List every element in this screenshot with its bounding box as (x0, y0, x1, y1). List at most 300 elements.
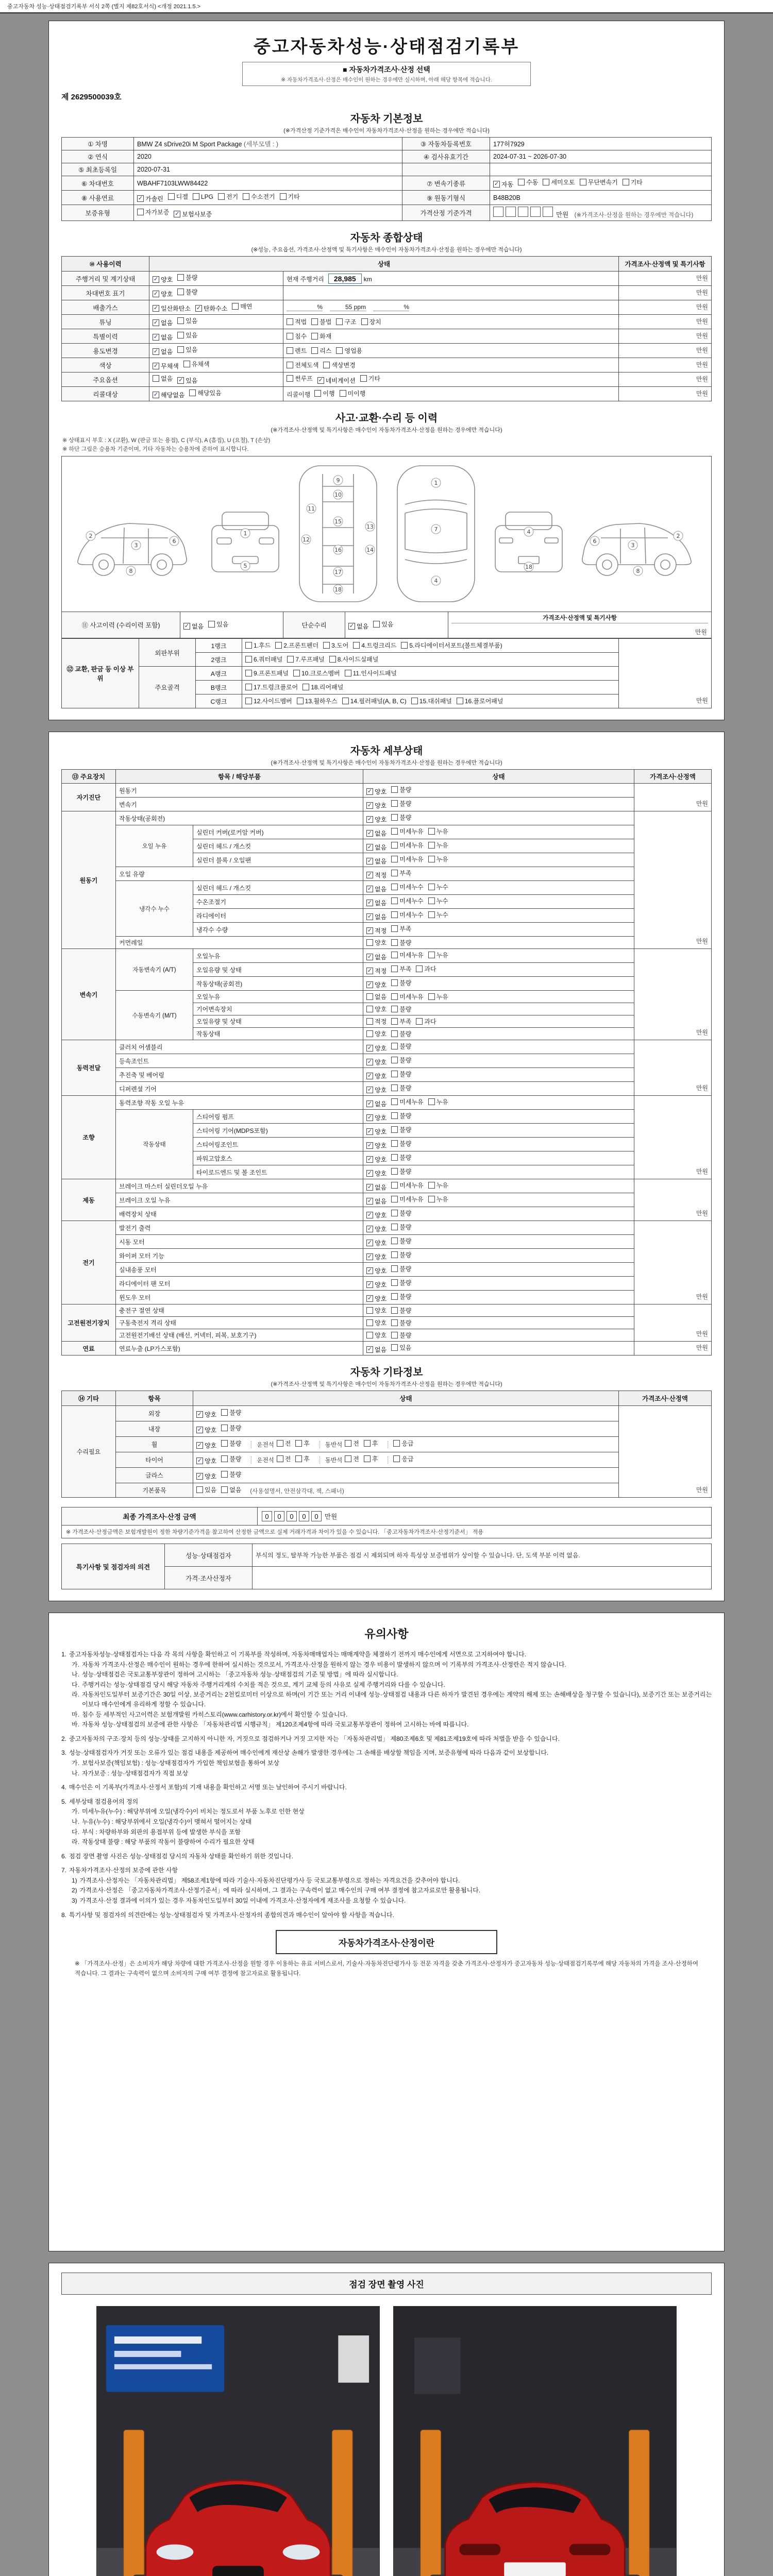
checkbox-checked[interactable] (493, 180, 513, 189)
checkbox-checked[interactable] (366, 787, 386, 796)
checkbox-unchecked[interactable] (275, 641, 318, 650)
checkbox-checked[interactable] (366, 1169, 386, 1178)
checkbox-box (364, 1455, 371, 1462)
price-digit (506, 207, 516, 217)
vin-label: ⑥ 차대번호 (62, 176, 134, 191)
checkbox-checked[interactable] (153, 362, 179, 370)
checkbox-unchecked[interactable] (311, 346, 331, 355)
checkbox-unchecked[interactable] (391, 1306, 411, 1315)
checkbox-checked[interactable] (366, 885, 386, 893)
checkbox-checked[interactable] (366, 1252, 386, 1261)
checkbox-unchecked[interactable] (287, 332, 307, 341)
checkbox-label: 후 (304, 1455, 310, 1463)
checkbox-unchecked[interactable] (411, 697, 452, 705)
checkbox-unchecked[interactable] (391, 1153, 411, 1162)
checkbox-checked[interactable] (153, 391, 184, 399)
checkbox-label: 16.플로어패널 (464, 698, 503, 705)
checkbox-checked[interactable] (366, 1099, 386, 1108)
detail-state-options (363, 1304, 634, 1317)
checkbox-unchecked[interactable] (280, 192, 300, 201)
checkbox-box (391, 925, 398, 932)
checkbox-box (189, 389, 196, 396)
detail-row (62, 1249, 712, 1263)
checkbox-unchecked[interactable] (428, 910, 448, 919)
other-state-options (193, 1421, 619, 1437)
checkbox-checked[interactable] (366, 857, 386, 866)
checkbox-checked[interactable] (366, 815, 386, 824)
panel-number (333, 517, 343, 526)
checkbox-unchecked[interactable] (287, 374, 313, 383)
checkbox-unchecked[interactable] (221, 1439, 241, 1448)
checkbox-label: 수소전기 (251, 193, 275, 200)
panel-number (333, 490, 343, 499)
checkbox-unchecked[interactable] (391, 883, 423, 891)
checkbox-unchecked[interactable] (303, 683, 343, 691)
checkbox-checked[interactable] (153, 347, 173, 356)
checkbox-unchecked[interactable] (391, 841, 423, 850)
checkbox-unchecked[interactable] (336, 346, 362, 355)
checkbox-unchecked[interactable] (391, 1331, 411, 1340)
checkbox-unchecked[interactable] (391, 1343, 411, 1352)
checkbox-label: 후 (304, 1440, 310, 1447)
checkbox-unchecked[interactable] (243, 192, 275, 201)
checkbox-unchecked[interactable] (518, 178, 538, 187)
checkbox-unchecked[interactable] (391, 896, 423, 905)
page-detail (48, 732, 725, 1601)
checkbox-box (391, 1006, 398, 1012)
checkbox-unchecked[interactable] (543, 178, 575, 187)
engine-label: ⑨ 원동기형식 (402, 191, 490, 205)
checkbox-unchecked[interactable] (183, 360, 210, 368)
checkbox-unchecked[interactable] (623, 178, 643, 187)
checkbox-unchecked[interactable] (366, 992, 386, 1001)
notice-sub-text: 누유(누수) : 해당부위에서 오일(냉각수)이 맺혀서 떨어지는 상태 (81, 1818, 252, 1825)
checkbox-unchecked[interactable] (391, 1042, 411, 1050)
checkbox-label: 장치 (369, 318, 381, 326)
detail-item-label: 라디에이터 팬 모터 (116, 1277, 363, 1291)
checkbox-unchecked[interactable] (245, 697, 292, 705)
detail-item-label: 와이퍼 모터 기능 (116, 1249, 363, 1263)
checkbox-unchecked[interactable] (391, 1097, 423, 1106)
checkbox-unchecked[interactable] (391, 964, 411, 973)
checkbox-unchecked[interactable] (393, 1454, 413, 1463)
detail-price-cell: 만원 (634, 1342, 712, 1355)
notice-text: 특기사항 및 점검자의 의견란에는 성능·상태점검자 및 가격조사·산정자의 종합의견과 매수인이 알아야 할 사항을 적습니다. (69, 1911, 394, 1919)
checkbox-unchecked[interactable] (287, 317, 307, 326)
notice-item (61, 1852, 712, 1861)
checkbox-unchecked[interactable] (391, 1209, 411, 1217)
checkbox-checked[interactable] (196, 1441, 216, 1450)
checkbox-unchecked[interactable] (168, 192, 188, 201)
detail-item-label: 기어변속장치 (193, 1003, 363, 1015)
checkbox-unchecked[interactable] (232, 302, 252, 311)
panel-number (431, 478, 441, 487)
notice-sub-text: 자동차 성능·상태점검의 보증에 관한 사항은 「자동차관리법 시행규칙」 제120조제4항에 따라 국토교통부장관이 정하여 고시하는 바에 따릅니다. (81, 1721, 469, 1728)
checkbox-unchecked[interactable] (428, 896, 448, 905)
checkbox-unchecked[interactable] (391, 799, 411, 808)
checkbox-unchecked[interactable] (428, 827, 448, 836)
detail-state-options (363, 1028, 634, 1040)
checkbox-unchecked[interactable] (373, 620, 393, 629)
checkbox-unchecked[interactable] (245, 641, 271, 650)
checkbox-unchecked[interactable] (196, 1485, 216, 1494)
checkbox-unchecked[interactable] (189, 388, 221, 397)
checkbox-unchecked[interactable] (287, 655, 324, 664)
checkbox-unchecked[interactable] (391, 1111, 411, 1120)
detail-row (62, 1179, 712, 1193)
checkbox-label: 미세누수 (399, 897, 424, 905)
checkbox-unchecked[interactable] (391, 869, 411, 877)
basic-row-fuel (62, 191, 712, 205)
checkbox-unchecked[interactable] (177, 345, 197, 354)
overall-row (62, 329, 712, 344)
checkbox-unchecked[interactable] (360, 374, 380, 383)
checkbox-checked[interactable] (366, 1155, 386, 1164)
checkbox-unchecked[interactable] (366, 1306, 386, 1315)
checkbox-checked[interactable] (183, 622, 204, 631)
device-label: 고전원전기장치 (62, 1304, 116, 1342)
checkbox-unchecked[interactable] (208, 620, 228, 629)
checkbox-unchecked[interactable] (329, 655, 379, 664)
checkbox-label: 양호 (375, 1281, 387, 1289)
checkbox-unchecked[interactable] (391, 1029, 411, 1038)
detail-state-options (363, 963, 634, 977)
checkbox-unchecked[interactable] (297, 697, 338, 705)
checkbox-unchecked[interactable] (345, 1454, 359, 1463)
checkbox-checked[interactable] (366, 1113, 386, 1122)
checkbox-checked[interactable] (366, 1086, 386, 1094)
checkbox-checked[interactable] (366, 953, 386, 961)
checkbox-checked[interactable] (174, 210, 212, 218)
checkbox-box (391, 1307, 398, 1314)
checkbox-checked[interactable] (366, 1197, 386, 1206)
checkbox-unchecked[interactable] (336, 317, 356, 326)
checkbox-box (245, 698, 252, 704)
checkbox-unchecked[interactable] (323, 361, 355, 369)
checkbox-unchecked[interactable] (391, 1236, 411, 1245)
checkbox-checked[interactable] (366, 967, 386, 975)
checkbox-unchecked[interactable] (391, 1292, 411, 1301)
checkbox-checked[interactable] (196, 1426, 216, 1434)
checkbox-unchecked[interactable] (311, 317, 331, 326)
checkbox-unchecked[interactable] (353, 641, 396, 650)
detail-col-device: ⑬ 주요장치 (62, 770, 116, 784)
checkbox-unchecked[interactable] (361, 317, 381, 326)
checkbox-unchecked[interactable] (391, 1017, 411, 1026)
checkbox-unchecked[interactable] (391, 978, 411, 987)
checkbox-label: 전 (353, 1455, 359, 1463)
checkbox-unchecked[interactable] (428, 1195, 448, 1204)
checkbox-label: 불량 (399, 1279, 412, 1286)
checkbox-unchecked[interactable] (177, 331, 197, 340)
checkbox-unchecked[interactable] (218, 192, 238, 201)
checkbox-checked[interactable] (366, 829, 386, 838)
parts-price-cell: 만원 (619, 639, 712, 708)
checkbox-unchecked[interactable] (221, 1454, 241, 1463)
panel-number (333, 545, 343, 554)
checkbox-checked[interactable] (317, 376, 356, 385)
checkbox-unchecked[interactable] (428, 855, 448, 863)
checkbox-checked[interactable] (153, 275, 173, 284)
checkbox-unchecked[interactable] (345, 1439, 359, 1448)
checkbox-label: 없음 (375, 857, 387, 865)
checkbox-unchecked[interactable] (391, 1056, 411, 1064)
detail-state-options (363, 867, 634, 881)
checkbox-unchecked[interactable] (366, 1331, 386, 1340)
panel-number (431, 576, 441, 585)
checkbox-checked[interactable] (366, 1225, 386, 1233)
checkbox-checked[interactable] (366, 980, 386, 989)
checkbox-checked[interactable] (366, 1294, 386, 1303)
checkbox-unchecked[interactable] (416, 964, 436, 973)
checkbox-box: ✓ (367, 1239, 373, 1246)
checkbox-box (391, 1043, 398, 1049)
checkbox-checked[interactable] (366, 871, 386, 879)
checkbox-unchecked[interactable] (391, 951, 423, 959)
checkbox-unchecked[interactable] (391, 855, 423, 863)
checkbox-label: 양호 (205, 1411, 217, 1418)
lift-post-right (332, 2430, 352, 2576)
checkbox-checked[interactable] (366, 1058, 386, 1066)
checkbox-label: 3.도어 (331, 642, 349, 649)
repair-needed-label: 수리필요 (62, 1406, 116, 1498)
detail-row (62, 1054, 712, 1068)
checkbox-unchecked[interactable] (287, 346, 307, 355)
checkbox-label: 17.트렁크플로어 (254, 684, 298, 691)
checkbox-unchecked[interactable] (401, 641, 502, 650)
checkbox-unchecked[interactable] (193, 193, 213, 200)
inspector-opinion-text: 부식의 정도, 탈부착 가능한 부품은 점검 시 제외되며 하자 특성상 보증범위가 상이할 수 있습니다. 단, 도색 부분 이력 없음. (253, 1544, 712, 1567)
checkbox-checked[interactable] (366, 1266, 386, 1275)
checkbox-unchecked[interactable] (221, 1423, 241, 1432)
detail-state-options (363, 1138, 634, 1151)
checkbox-unchecked[interactable] (314, 389, 334, 398)
checkbox-unchecked[interactable] (391, 1070, 411, 1078)
checkbox-box (311, 347, 318, 354)
checkbox-unchecked[interactable] (295, 1454, 310, 1463)
page-photos (48, 2263, 725, 2576)
checkbox-label: 누유 (436, 951, 448, 959)
checkbox-unchecked[interactable] (287, 361, 318, 369)
other-row (62, 1437, 712, 1452)
checkbox-unchecked[interactable] (245, 655, 282, 664)
checkbox-checked[interactable] (366, 926, 386, 935)
checkbox-unchecked[interactable] (323, 641, 348, 650)
checkbox-unchecked[interactable] (137, 208, 169, 216)
checkbox-unchecked[interactable] (580, 178, 618, 187)
checkbox-unchecked[interactable] (416, 1017, 436, 1026)
checkbox-checked[interactable] (366, 1072, 386, 1080)
checkbox-unchecked[interactable] (391, 1318, 411, 1327)
checkbox-checked[interactable] (366, 843, 386, 852)
checkbox-unchecked[interactable] (391, 938, 411, 947)
checkbox-unchecked[interactable] (366, 1029, 386, 1038)
checkbox-unchecked[interactable] (342, 697, 407, 705)
checkbox-box: ✓ (197, 1411, 203, 1417)
checkbox-unchecked[interactable] (391, 1250, 411, 1259)
detail-item-label: 라디에이터 (193, 909, 363, 923)
outer-panel-label: 외판부위 (139, 639, 196, 667)
checkbox-unchecked[interactable] (428, 883, 448, 891)
detail-item-label: 작동상태(공회전) (193, 977, 363, 991)
other-row (62, 1406, 712, 1421)
overall-state-options (149, 300, 283, 315)
checkbox-unchecked[interactable] (391, 992, 423, 1001)
checkbox-unchecked[interactable] (428, 841, 448, 850)
checkbox-checked[interactable] (153, 290, 173, 298)
checkbox-unchecked[interactable] (311, 332, 331, 341)
device-label: 변속기 (62, 949, 116, 1040)
detail-state-options (363, 1015, 634, 1028)
checkbox-unchecked[interactable] (428, 951, 448, 959)
engine-value: B48B20B (490, 191, 712, 205)
checkbox-box (411, 698, 418, 704)
checkbox-box (177, 317, 184, 324)
svg-text:3: 3 (134, 542, 138, 549)
notice-number: 3. (61, 1749, 67, 1757)
checkbox-checked[interactable] (366, 1211, 386, 1219)
checkbox-label: 5.라디에이터서포트(볼트체결부품) (409, 642, 502, 649)
price-survey-select-title: ■ 자동차가격조사·산정 선택 (343, 65, 430, 74)
checkbox-box: ✓ (367, 829, 373, 836)
checkbox-label: 있음 (205, 1486, 217, 1494)
checkbox-unchecked[interactable] (391, 1264, 411, 1273)
checkbox-unchecked[interactable] (393, 1439, 413, 1448)
checkbox-unchecked[interactable] (177, 316, 197, 325)
overall-state-options (149, 315, 283, 329)
checkbox-unchecked[interactable] (277, 1454, 291, 1463)
checkbox-checked[interactable] (366, 899, 386, 907)
checkbox-unchecked[interactable] (391, 785, 411, 794)
checkbox-unchecked[interactable] (428, 992, 448, 1001)
checkbox-label: 불법 (320, 318, 332, 326)
checkbox-box: ✓ (197, 1473, 203, 1479)
checkbox-unchecked[interactable] (457, 697, 503, 705)
checkbox-unchecked[interactable] (391, 1167, 411, 1176)
detail-price-cell: 만원 (634, 1040, 712, 1096)
checkbox-unchecked[interactable] (364, 1439, 378, 1448)
checkbox-checked[interactable] (196, 1472, 216, 1481)
checkbox-checked[interactable] (153, 318, 173, 327)
checkbox-unchecked[interactable] (428, 1097, 448, 1106)
checkbox-checked[interactable] (366, 1345, 386, 1354)
checkbox-unchecked[interactable] (366, 938, 386, 947)
final-price-row (62, 1507, 712, 1526)
checkbox-checked[interactable] (366, 1183, 386, 1192)
checkbox-unchecked[interactable] (391, 813, 411, 822)
checkbox-label: 탄화수소 (203, 305, 228, 312)
checkbox-checked[interactable] (366, 1127, 386, 1136)
checkbox-unchecked[interactable] (221, 1470, 241, 1479)
detail-item-label: 원동기 (116, 784, 363, 798)
other-col-price: 가격조사·산정액 (619, 1391, 712, 1406)
notice-sub-text: 성능·상태점검은 국토교통부장관이 정하여 고시하는 「중고자동차 성능·상태점검의 기준 및 방법」에 따라 실시합니다. (81, 1671, 398, 1679)
checkbox-checked[interactable] (366, 1239, 386, 1247)
checkbox-checked[interactable] (137, 194, 163, 203)
checkbox-checked[interactable] (196, 1410, 216, 1419)
checkbox-unchecked[interactable] (366, 1005, 386, 1013)
checkbox-checked[interactable] (177, 376, 197, 385)
checkbox-checked[interactable] (153, 333, 173, 342)
checkbox-unchecked[interactable] (391, 1005, 411, 1013)
checkbox-unchecked[interactable] (391, 1195, 423, 1204)
checkbox-checked[interactable] (366, 801, 386, 810)
checkbox-checked[interactable] (366, 912, 386, 921)
detail-row (62, 867, 712, 881)
document-number: 제 2629500039호 (61, 93, 122, 101)
checkbox-unchecked[interactable] (245, 669, 289, 677)
checkbox-unchecked[interactable] (295, 1439, 310, 1448)
detail-state-options (363, 1263, 634, 1277)
checkbox-checked[interactable] (366, 1280, 386, 1289)
checkbox-unchecked[interactable] (391, 1083, 411, 1092)
checkbox-unchecked[interactable] (391, 1278, 411, 1287)
checkbox-unchecked[interactable] (177, 273, 197, 282)
svg-text:8: 8 (129, 568, 133, 574)
checkbox-checked[interactable] (195, 304, 227, 313)
checkbox-unchecked[interactable] (245, 683, 298, 691)
checkbox-box (221, 1471, 228, 1478)
parts-list (242, 667, 619, 681)
checkbox-checked[interactable] (366, 1044, 386, 1053)
checkbox-label: 미세누수 (399, 911, 424, 919)
checkbox-unchecked[interactable] (340, 389, 366, 398)
checkbox-unchecked[interactable] (221, 1485, 241, 1494)
checkbox-unchecked[interactable] (177, 287, 197, 296)
checkbox-label: 있음 (216, 620, 229, 628)
checkbox-label: 있음 (381, 620, 394, 628)
checkbox-unchecked[interactable] (391, 910, 423, 919)
checkbox-unchecked[interactable] (153, 374, 173, 383)
checkbox-unchecked[interactable] (391, 1139, 411, 1148)
checkbox-unchecked[interactable] (366, 1017, 386, 1026)
checkbox-checked[interactable] (153, 304, 191, 313)
notice-sub-text: 가격조사·산정은 「중고자동차가격조사·산정기준서」에 따라 실시하며, 그 결과는 구속력이 없고 매수인의 구매 여부 결정에 참고자료로만 활용됩니다. (79, 1887, 481, 1894)
checkbox-unchecked[interactable] (428, 1181, 448, 1190)
other-header-row (62, 1391, 712, 1406)
checkbox-unchecked[interactable] (277, 1439, 291, 1448)
checkbox-label: 양호 (375, 1319, 387, 1327)
checkbox-box: ✓ (367, 1128, 373, 1134)
checkbox-unchecked[interactable] (366, 1318, 386, 1327)
basic-row-firstreg (62, 163, 712, 176)
detail-item-label: 커먼레일 (116, 937, 363, 949)
checkbox-box (342, 698, 349, 704)
detail-item-label: 실린더 헤드 / 개스킷 (193, 839, 363, 853)
checkbox-label: 미세누유 (399, 993, 424, 1001)
checkbox-checked[interactable] (196, 1456, 216, 1465)
checkbox-checked[interactable] (366, 1141, 386, 1150)
notice-item (61, 1797, 712, 1847)
checkbox-unchecked[interactable] (391, 1181, 423, 1190)
checkbox-unchecked[interactable] (391, 1223, 411, 1231)
checkbox-label: 있음 (399, 1344, 412, 1351)
checkbox-box (428, 1182, 435, 1189)
checkbox-checked[interactable] (348, 622, 368, 631)
section-note-other: (※가격조사·산정액 및 특기사항은 매수인이 자동차가격조사·산정을 원하는 경우에만 적습니다) (271, 1381, 502, 1387)
checkbox-unchecked[interactable] (391, 924, 411, 933)
checkbox-unchecked[interactable] (221, 1408, 241, 1417)
checkbox-unchecked[interactable] (293, 669, 340, 677)
checkbox-unchecked[interactable] (364, 1454, 378, 1463)
detail-state-options (363, 1317, 634, 1329)
checkbox-box (245, 670, 252, 676)
checkbox-unchecked[interactable] (345, 669, 397, 677)
overall-item-label: 용도변경 (62, 344, 149, 358)
checkbox-unchecked[interactable] (391, 1125, 411, 1134)
checkbox-unchecked[interactable] (391, 827, 423, 836)
overall-price-cell: 만원 (619, 387, 712, 401)
